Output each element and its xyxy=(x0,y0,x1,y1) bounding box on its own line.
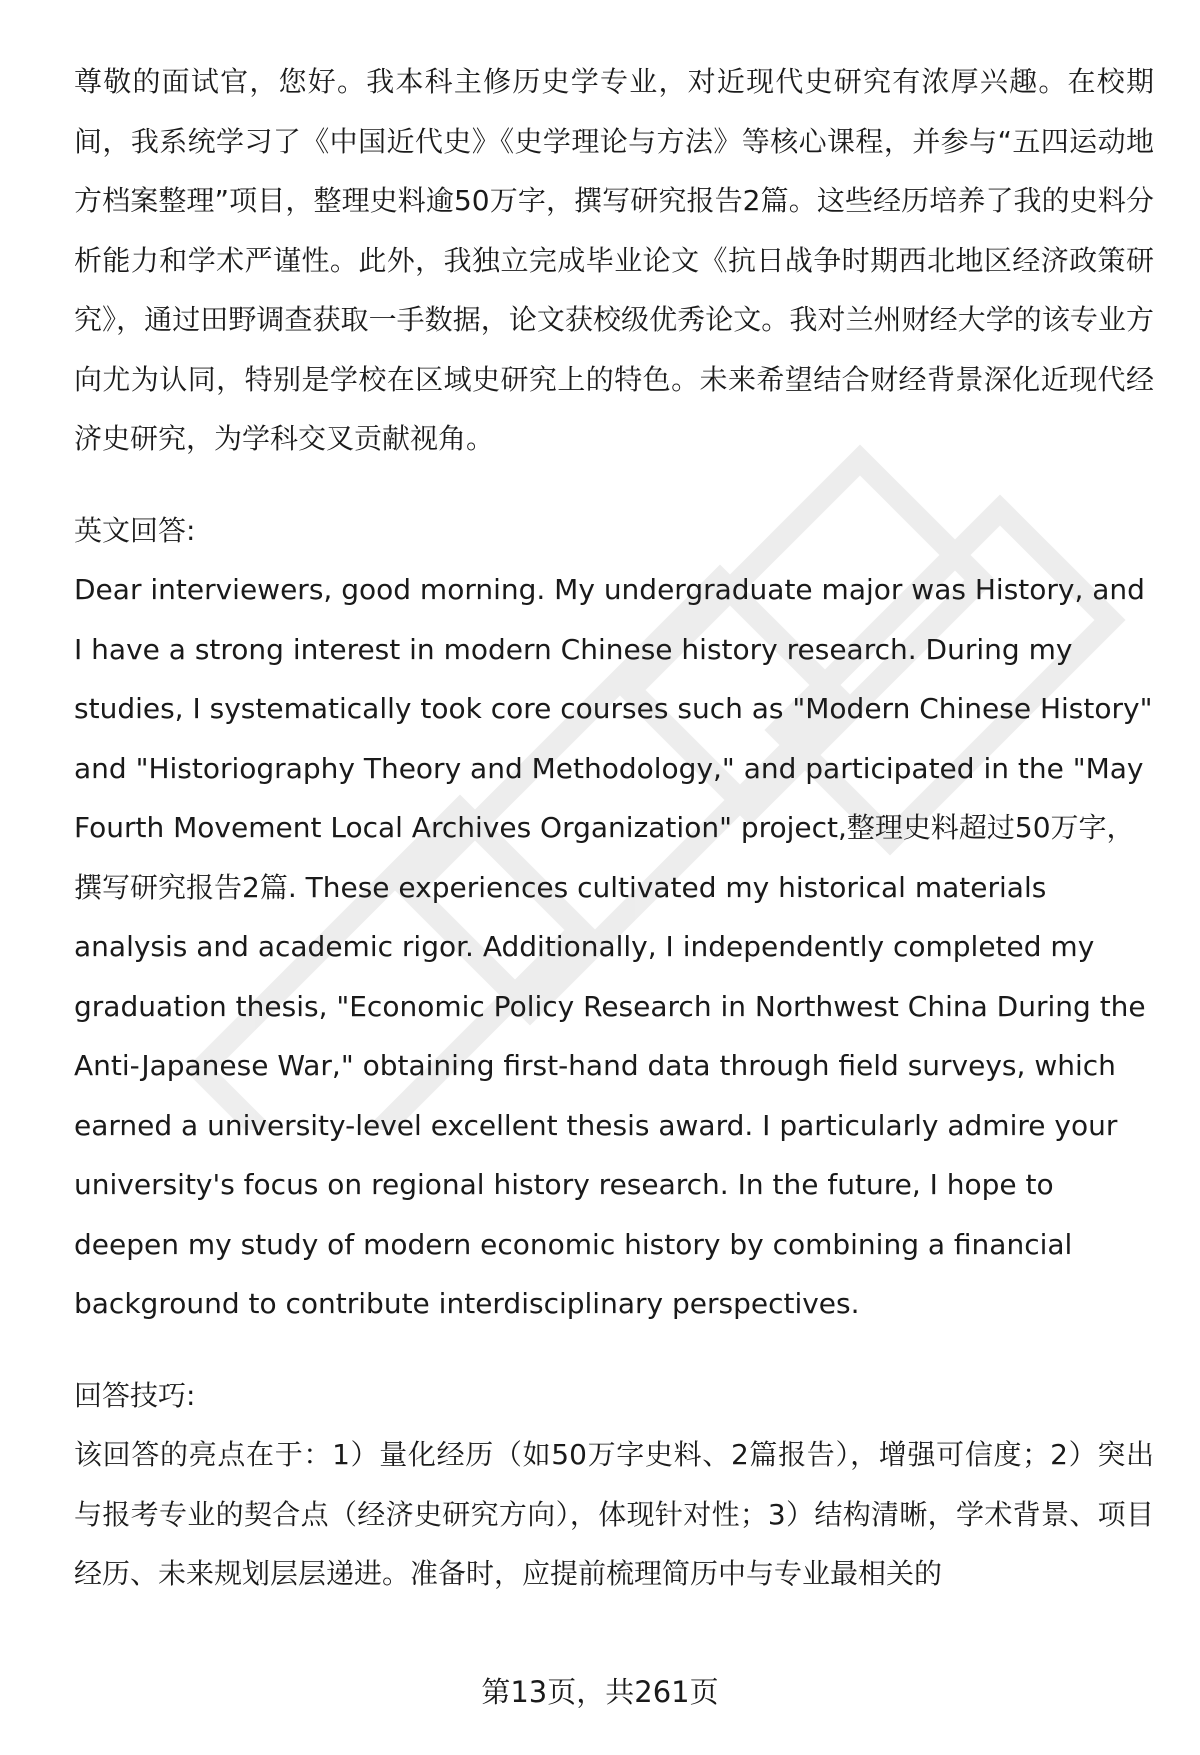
document-body xyxy=(74,52,1154,1604)
answer-tips-heading: 回答技巧: xyxy=(74,1378,196,1412)
english-answer-heading: 英文回答: xyxy=(74,513,196,547)
answer-tips-paragraph: 该回答的亮点在于：1）量化经历（如50万字史料、2篇报告），增强可信度；2）突出与报考专业的契合点（经济史研究方向），体现针对性；3）结构清晰，学术背景、项目经历、未来规划层层递进。准备时，应提前梳理简历中与专业最相关的 xyxy=(74,1438,1154,1590)
english-answer-paragraph: Dear interviewers, good morning. My undergraduate major was History, and I have a strong interest in modern Chinese history research. During my studies, I systematically took core courses such as "Modern Chinese History" and "Historiography Theory and Methodology," and participated in the "May Fourth Movement Local Archives Organization" project,整理史料超过50万字，撰写研究报告2篇. These experiences cultivated my historical materials analysis and academic rigor. Additionally, I independently completed my graduation thesis, "Economic Policy Research in Northwest China During the Anti-Japanese War," obtaining first-hand data through field surveys, which earned a university-level excellent thesis award. I particularly admire your university's focus on regional history research. In the future, I hope to deepen my study of modern economic history by combining a financial background to contribute interdisciplinary perspectives. xyxy=(74,573,1153,1320)
chinese-answer-paragraph: 尊敬的面试官，您好。我本科主修历史学专业，对近现代史研究有浓厚兴趣。在校期间，我系统学习了《中国近代史》《史学理论与方法》等核心课程，并参与“五四运动地方档案整理”项目，整理史料逾50万字，撰写研究报告2篇。这些经历培养了我的史料分析能力和学术严谨性。此外，我独立完成毕业论文《抗日战争时期西北地区经济政策研究》，通过田野调查获取一手数据，论文获校级优秀论文。我对兰州财经大学的该专业方向尤为认同，特别是学校在区域史研究上的特色。未来希望结合财经背景深化近现代经济史研究，为学科交叉贡献视角。 xyxy=(74,65,1154,455)
page-number-footer: 第13页，共261页 xyxy=(481,1675,719,1709)
